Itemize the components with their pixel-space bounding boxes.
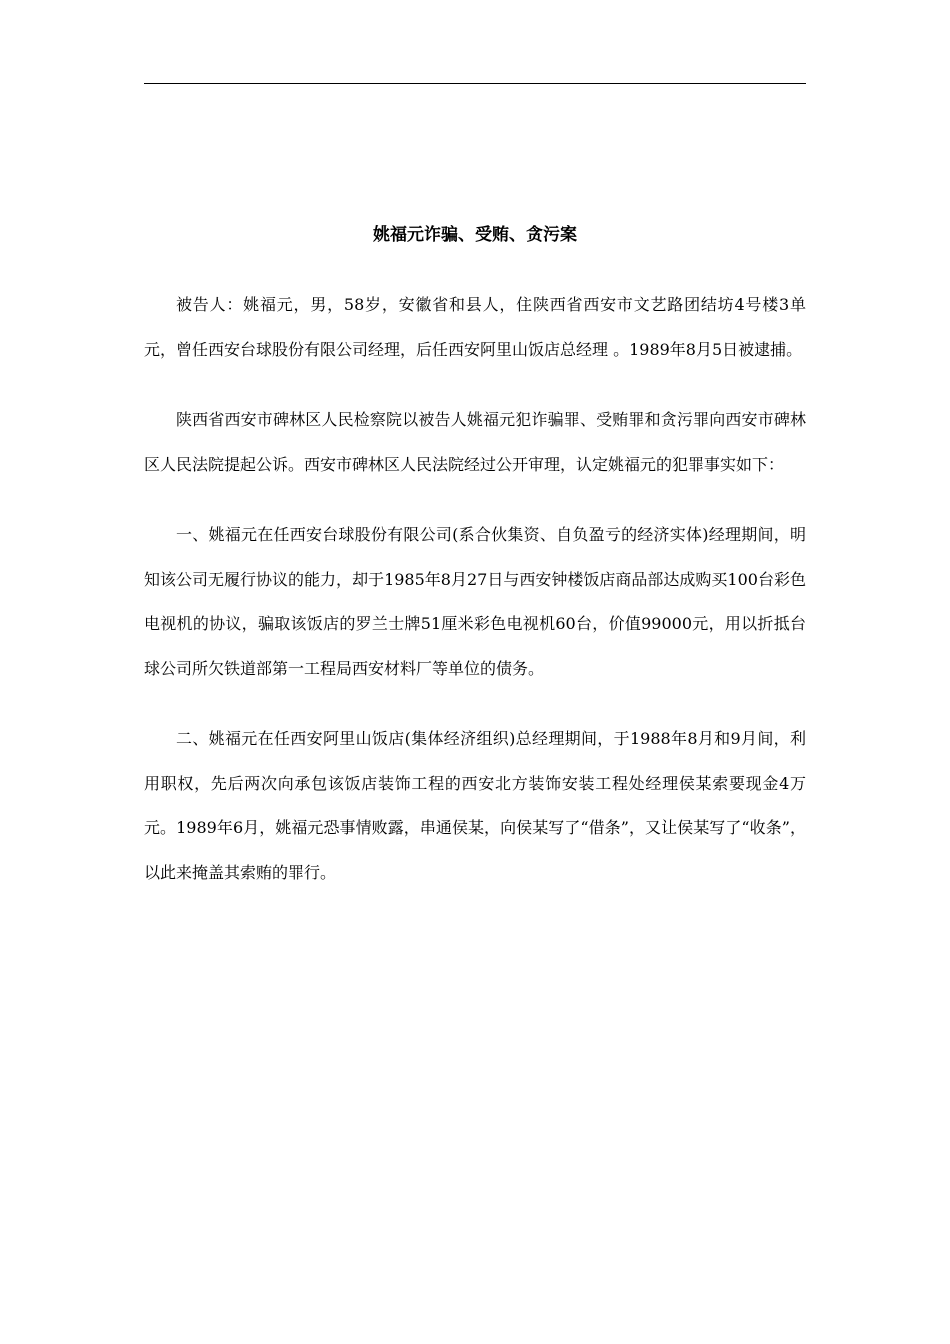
header-rule bbox=[144, 83, 806, 84]
paragraph-fact-two: 二、姚福元在任西安阿里山饭店(集体经济组织)总经理期间，于1988年8月和9月间，利用职权，先后两次向承包该饭店装饰工程的西安北方装饰安装工程处经理侯某索要现金4万元。1989年6月，姚福元恐事情败露，串通侯某，向侯某写了“借条”，又让侯某写了“收条”，以此来掩盖其索贿的罪行。 bbox=[144, 729, 806, 882]
document-title: 姚福元诈骗、受贿、贪污案 bbox=[373, 225, 577, 245]
paragraph-prosecution: 陕西省西安市碑林区人民检察院以被告人姚福元犯诈骗罪、受贿罪和贪污罪向西安市碑林区人民法院提起公诉。西安市碑林区人民法院经过公开审理，认定姚福元的犯罪事实如下： bbox=[144, 410, 806, 474]
paragraph-fact-one: 一、姚福元在任西安台球股份有限公司(系合伙集资、自负盈亏的经济实体)经理期间，明知该公司无履行协议的能力，却于1985年8月27日与西安钟楼饭店商品部达成购买100台彩色电视机的协议，骗取该饭店的罗兰士牌51厘米彩色电视机60台，价值99000元，用以折抵台球公司所欠铁道部第一工程局西安材料厂等单位的债务。 bbox=[144, 525, 806, 678]
document-body bbox=[144, 283, 806, 895]
paragraph-defendant-info: 被告人：姚福元，男，58岁，安徽省和县人，住陕西省西安市文艺路团结坊4号楼3单元，曾任西安台球股份有限公司经理，后任西安阿里山饭店总经理 。1989年8月5日被逮捕。 bbox=[144, 295, 806, 359]
